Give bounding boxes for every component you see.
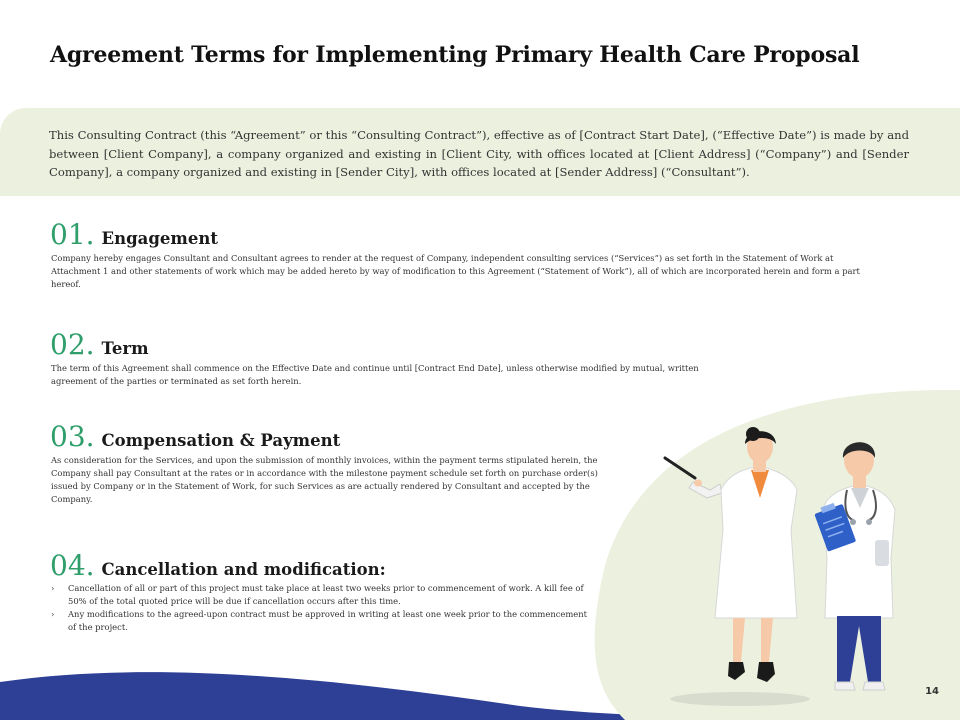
doctors-illustration [585,390,960,720]
list-item [50,608,590,634]
ground-shadow [670,692,810,706]
section-body: Company hereby engages Consultant and Consultant agrees to render at the request of Company, independent consulting services (“Services”) as set forth in the Statement of Work at Attachment 1 and other statements of work which may be added hereto by way of modification to this Agreement (“Statement of Work”), all of which are incorporated herein and form a part hereof. [51,253,860,289]
section-term [50,330,710,388]
list-item [50,582,590,608]
section-engagement [50,220,872,291]
section-compensation [50,422,602,506]
chevron-right-icon: › [51,583,55,593]
page-title: Agreement Terms for Implementing Primary Health Care Proposal [50,42,860,68]
section-heading: Compensation & Payment [101,431,341,450]
section-number: 01. [50,218,95,251]
section-heading: Engagement [101,229,218,248]
list-item-text: Cancellation of all or part of this project must take place at least two weeks prior to commencement of work. A kill fee of 50% of the total quoted price will be due if cancellation occurs after this time. [68,583,584,606]
list-item-text: Any modifications to the agreed-upon contract must be approved in writing at least one week prior to the commencement of the project. [68,609,588,632]
section-body: As consideration for the Services, and upon the submission of monthly invoices, within the payment terms stipulated herein, the Company shall pay Consultant at the rates or in accordance with the milestone payment schedule set forth on purchase order(s) issued by Company or in the Statement of Work, for such Services as are actually rendered by Consultant and accepted by the Company. [51,455,598,504]
section-heading: Term [101,339,149,358]
chevron-right-icon: › [51,609,55,619]
section-body: The term of this Agreement shall commence on the Effective Date and continue until [Contract End Date], unless otherwise modified by mutual, written agreement of the parties or terminated as set forth herein. [51,363,699,386]
intro-paragraph: This Consulting Contract (this “Agreement” or this “Consulting Contract”), effective as of [Contract Start Date], (“Effective Date”) is made by and between [Client Company], a company organized and existing in [Client City, with offices located at [Client Address] (“Company”) and [Sender Company], a company organized and existing in [Sender City], with offices located at [Sender Address] (“Consultant”). [49,128,909,179]
section-cancellation [50,551,590,634]
section-number: 04. [50,549,95,582]
cancellation-list [50,582,590,634]
section-number: 03. [50,420,95,453]
page-number: 14 [925,686,939,697]
section-number: 02. [50,328,95,361]
section-heading: Cancellation and modification: [101,560,386,579]
